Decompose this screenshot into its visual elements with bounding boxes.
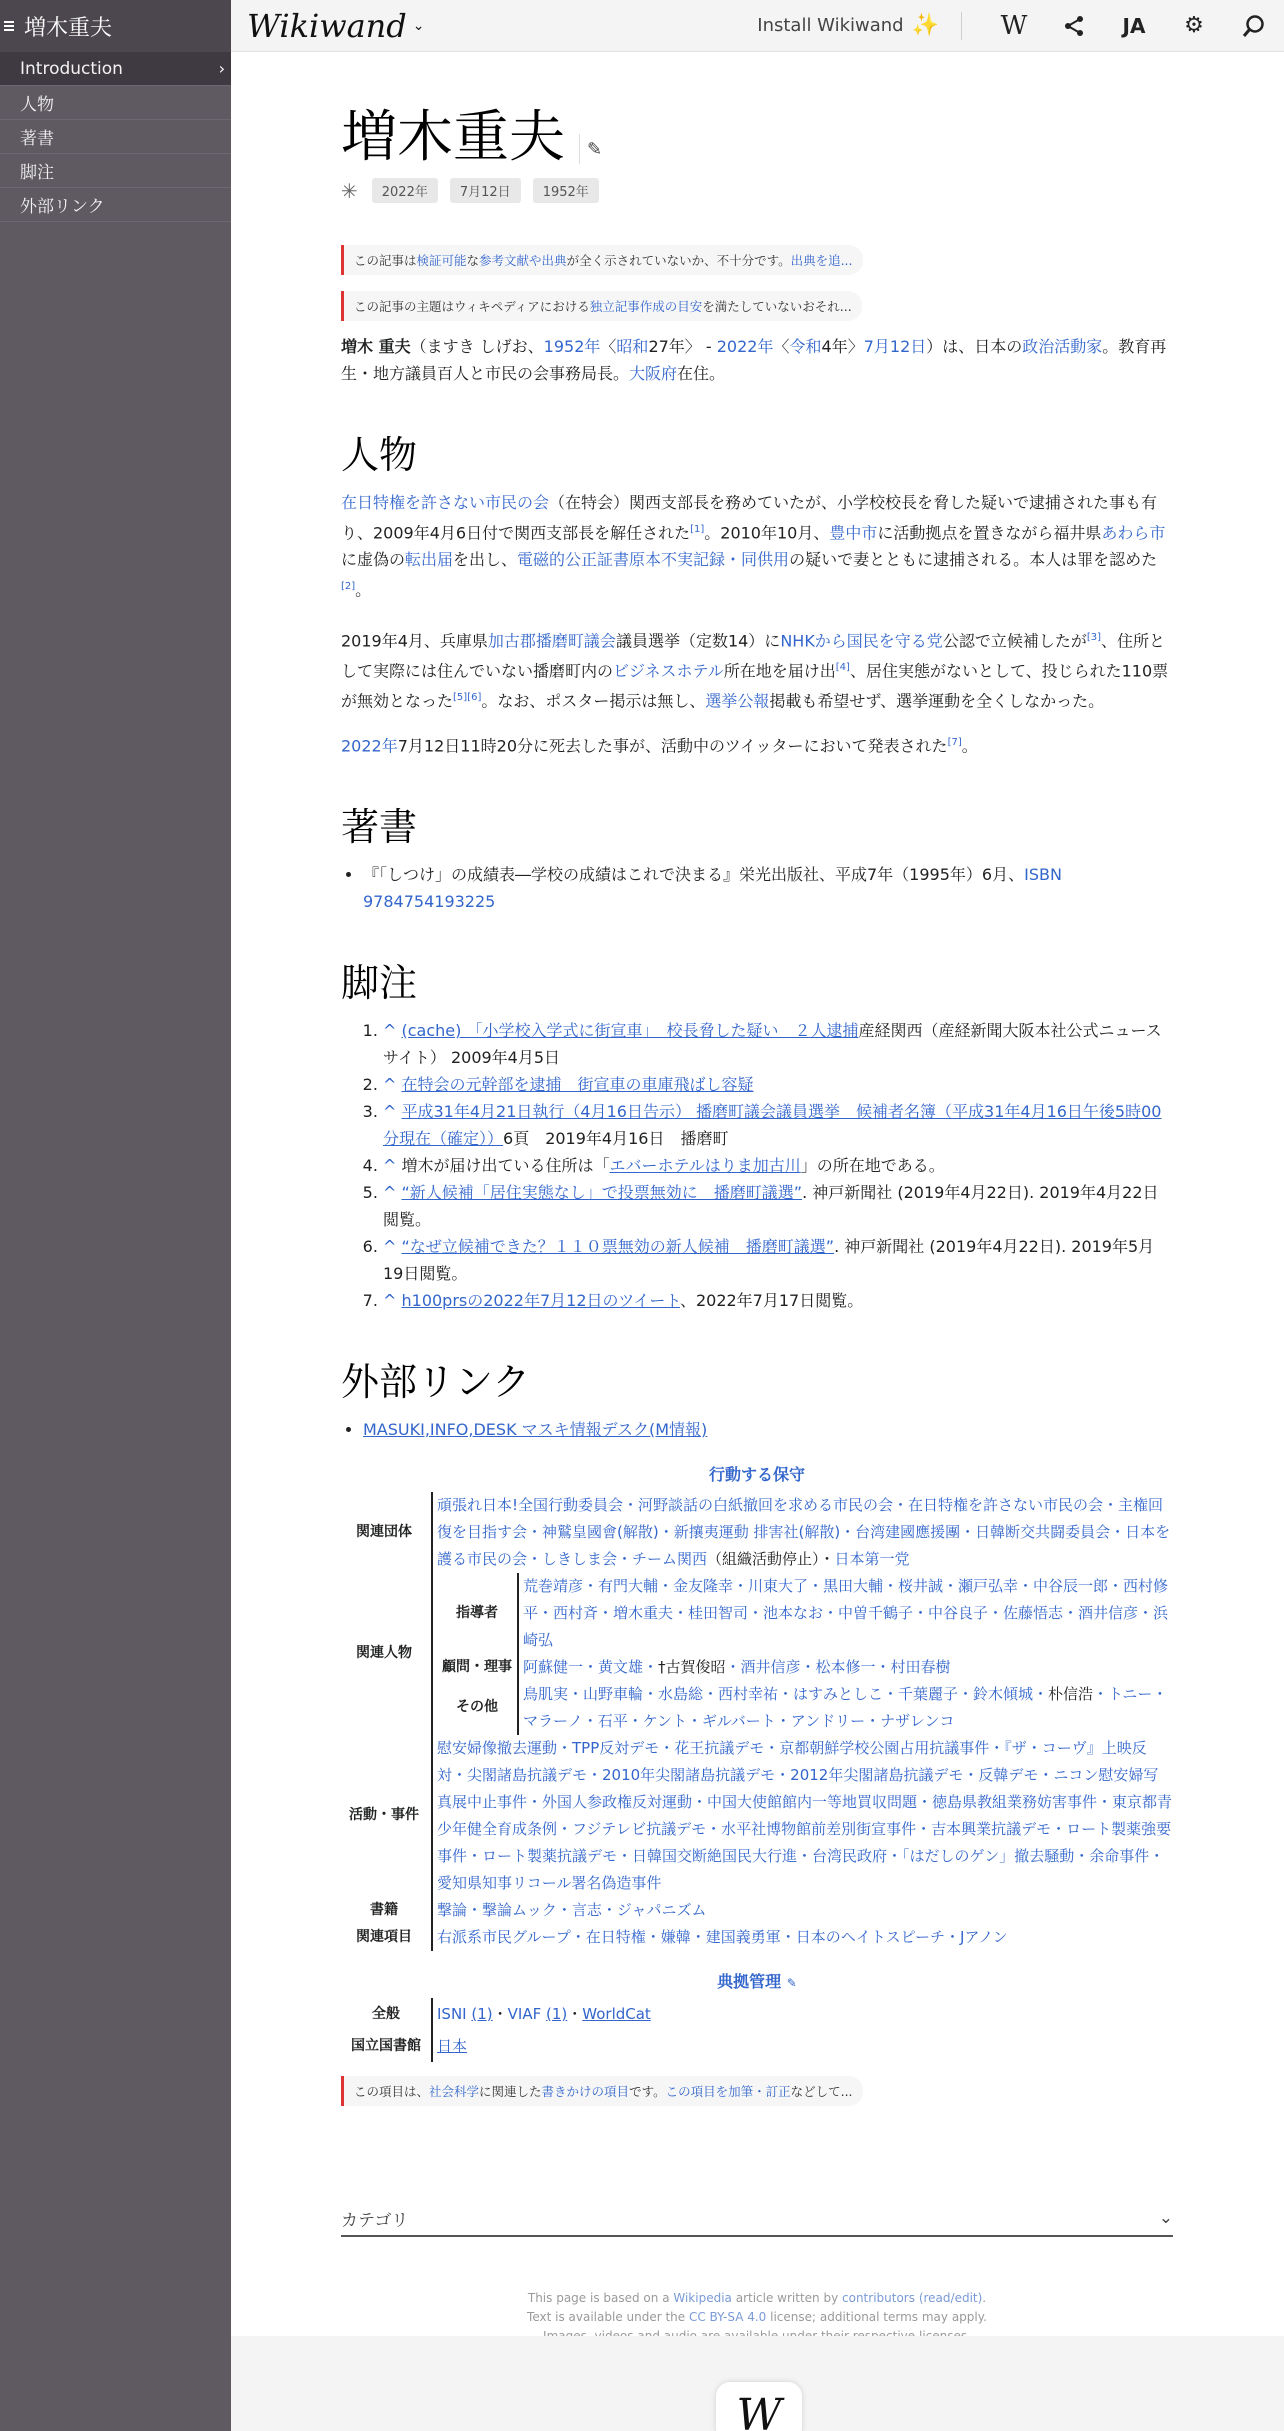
sidebar-item-label: 脚注 (20, 163, 54, 183)
text: license; additional terms may apply. (766, 2309, 987, 2324)
notice-text: を満たしていないおそれ... (702, 299, 852, 314)
books-list (341, 861, 1173, 915)
text: 。 (355, 580, 372, 600)
backlink[interactable]: ^ (383, 1236, 397, 1256)
link[interactable]: 1952年 (543, 337, 601, 356)
notice-link[interactable]: 参考文献や出典 (479, 253, 567, 268)
wikipedia-link[interactable]: Wikipedia (673, 2290, 732, 2305)
navbox-subrow (437, 1681, 1173, 1735)
text: †古賀俊昭 (658, 1657, 726, 1676)
reference-item (383, 1233, 1173, 1287)
reference-item (383, 1287, 1173, 1314)
sidebar-item-person[interactable] (0, 86, 231, 120)
text: . (982, 2290, 987, 2305)
notice-text: などして... (790, 2083, 853, 2099)
text: の疑いで妻とともに逮捕される。本人は罪を認めた (789, 550, 1158, 570)
authority-row (341, 2030, 1173, 2062)
notice-group (341, 229, 1173, 321)
worldcat-link[interactable]: WorldCat (582, 2004, 651, 2023)
section-heading-books: 著書 (341, 804, 418, 849)
text: This page is based on a (527, 2290, 674, 2305)
subject-name: 増木 重夫 (341, 337, 411, 356)
navbox-row (341, 1924, 1173, 1951)
isni-link[interactable]: ISNI (437, 2004, 467, 2023)
link[interactable]: 加古郡 (487, 630, 536, 650)
authority-values (433, 2030, 467, 2062)
isni-number-link[interactable]: (1) (471, 2004, 493, 2023)
authority-group: 国立国書館 (341, 2030, 433, 2062)
date-chip[interactable]: 1952年 (533, 178, 599, 203)
reference-link[interactable]: “なぜ立候補できた？１１０票無効の新人候補 播磨町議選” (401, 1236, 835, 1256)
language-button[interactable]: JA (1122, 13, 1146, 38)
navbox-links[interactable]: 撃論・撃論ムック・言志・ジャパニズム (437, 1900, 707, 1919)
reference-item (383, 1152, 1173, 1179)
link[interactable]: 大阪府 (629, 364, 678, 383)
authority-control-title[interactable] (341, 1969, 1173, 1992)
pencil-icon[interactable]: ✎ (786, 1975, 797, 1990)
chevron-right-icon: › (218, 59, 225, 78)
navbox-link[interactable]: 日本第一党 (834, 1549, 910, 1568)
text: 。なお、ポスター掲示は無し、 (481, 691, 706, 711)
text: 〈 (600, 337, 617, 356)
license-link[interactable]: CC BY-SA 4.0 (688, 2309, 767, 2324)
navbox-links[interactable]: 荒巻靖彦・有門大輔・金友隆幸・川東大了・黒田大輔・桜井誠・瀬戸弘幸・中谷辰一郎・西村修平・西村斉・増木重夫・桂田智司・池本なお・中曽千鶴子・中谷良子・佐藤悟志・酒井信彦・浜崎弘 (523, 1576, 1169, 1649)
text: 産経関西（産経新聞大阪本社公式ニュースサイト） 2009年4月5日 (383, 1020, 1162, 1067)
navbox-subgroup: 指導者 (437, 1573, 519, 1654)
notice-sources[interactable] (341, 245, 863, 275)
text: Text is available under the (527, 2309, 689, 2324)
citation-link[interactable]: [7] (947, 736, 962, 748)
reference-link[interactable]: 平成31年4月21日執行（4月16日告示） 播磨町議会議員選挙 候補者名簿（平成31年4月16日午後5時00分現在（確定）） (383, 1101, 1162, 1148)
section-heading-external-links: 外部リンク (341, 1359, 531, 1404)
link[interactable]: 令和 (789, 337, 822, 356)
date-chip[interactable]: 2022年 (372, 178, 438, 203)
isbn-link[interactable]: ISBN 9784754193225 (363, 864, 1062, 911)
link[interactable]: 7月12日 (863, 337, 927, 356)
navbox-title[interactable]: 行動する保守 (708, 1464, 805, 1484)
authority-values (433, 1998, 651, 2030)
authority-group: 全般 (341, 1998, 433, 2030)
sidebar-item-notes[interactable] (0, 154, 231, 188)
text: 、住所として実際には住んでいない播磨町内の (341, 630, 1166, 681)
navbox-links[interactable]: 鳥肌実・山野車輪・水島総・西村幸祐・はすみとしこ・千葉麗子・鈴木傾城・ (523, 1684, 1049, 1703)
sidebar-item-label: 外部リンク (20, 197, 105, 217)
share-icon[interactable] (1054, 6, 1094, 46)
navbox-list (519, 1681, 1173, 1735)
notice-link[interactable]: 社会科学 (429, 2083, 480, 2099)
notice-text: この記事の主題はウィキペディアにおける (354, 299, 590, 314)
chevron-down-icon: ⌄ (1158, 2208, 1173, 2229)
paragraph (341, 624, 1173, 715)
backlink[interactable]: ^ (383, 1290, 397, 1310)
text: 。教育再生・地方議員百人と市民の会事務局長。 (341, 337, 1167, 383)
link[interactable]: 転出届 (405, 550, 454, 570)
navbox-group: 活動・事件 (341, 1735, 433, 1897)
notice-text: に関連した (479, 2083, 542, 2099)
text: （組織活動停止）・ (707, 1549, 835, 1568)
notice-link[interactable]: 検証可能 (416, 253, 467, 268)
text: . 神戸新聞社 (2019年4月22日). 2019年5月19日閲覧。 (383, 1236, 1155, 1283)
notice-text: この記事は (354, 253, 417, 268)
navbox-group: 関連項目 (341, 1924, 433, 1951)
citation-link[interactable]: [1] (690, 524, 705, 535)
sidebar-item-books[interactable] (0, 120, 231, 154)
navbox-links[interactable]: 阿蘇健一・黄文雄・ (523, 1657, 659, 1676)
reference-link[interactable]: 在特会の元幹部を逮捕 街宣車の車庫飛ばし容疑 (401, 1074, 754, 1094)
magic-wand-icon: ✨ (911, 13, 939, 38)
list-item (363, 861, 1173, 915)
reference-item (383, 1017, 1173, 1071)
navbox-list (433, 1573, 1173, 1735)
read-edit-link[interactable]: (read/edit) (915, 2290, 983, 2305)
reference-link[interactable]: (cache) 「小学校入学式に街宣車」 校長脅した疑い ２人逮捕 (401, 1020, 859, 1040)
text: 。 (961, 735, 978, 755)
navbox-group: 関連人物 (341, 1573, 433, 1735)
sidebar-item-label: 人物 (20, 95, 54, 115)
reference-link[interactable]: h100prsの2022年7月12日のツイート (401, 1290, 680, 1310)
notice-notability[interactable] (341, 291, 862, 321)
notice-text: が全く示されていないか、不十分です。 (566, 253, 791, 268)
menu-icon[interactable] (4, 19, 18, 33)
notice-text: な (466, 253, 480, 268)
top-bar (231, 0, 1284, 52)
paragraph (341, 489, 1173, 604)
navbox-links[interactable]: ・酒井信彦・松本修一・村田春樹 (725, 1657, 951, 1676)
text: （在特会）関西支部長を務めていたが、小学校校長を脅した疑いで逮捕された事も有り、2009年4月6日付で関西支部長を解任された (341, 493, 1158, 543)
navbox-subgroup: 顧問・理事 (437, 1654, 519, 1681)
navbox-list (519, 1654, 1173, 1681)
notice-text: です。 (629, 2083, 666, 2099)
text: . 神戸新聞社 (2019年4月22日). 2019年4月22日閲覧。 (383, 1182, 1159, 1229)
link[interactable]: あわら市 (1101, 523, 1166, 543)
wikipedia-icon[interactable]: W (1000, 10, 1028, 41)
chevron-down-icon[interactable]: ⌄ (412, 17, 425, 34)
separator: ・ (492, 2004, 508, 2023)
text: 27年〉 - (648, 337, 717, 356)
contributors-link[interactable]: contributors (842, 2290, 915, 2305)
navbox-group: 関連団体 (341, 1492, 433, 1573)
molecule-icon: ✳ (341, 178, 358, 203)
viaf-number-link[interactable]: (1) (546, 2004, 568, 2023)
authority-title-text: 典拠管理 (717, 1971, 782, 1991)
text: 増木が届け出ている住所は「 (401, 1155, 610, 1175)
link[interactable]: 選挙公報 (705, 691, 770, 711)
citation-link[interactable]: [3] (1086, 631, 1101, 643)
backlink[interactable]: ^ (383, 1074, 397, 1094)
link[interactable]: 2022年 (341, 735, 398, 755)
references-list (341, 1017, 1173, 1314)
section-heading-person: 人物 (341, 433, 418, 477)
navbox-group: 書籍 (341, 1897, 433, 1924)
link[interactable]: 2022年 (716, 337, 774, 356)
link[interactable]: 政治活動家 (1022, 337, 1103, 356)
navbox-links[interactable]: ・トニー・マラーノ・石平・ケント・ギルバート・アンドリー・ナザレンコ (523, 1684, 1168, 1730)
link[interactable]: ビジネスホテル (613, 661, 724, 681)
link[interactable]: 電磁的公正証書原本不実記録・同供用 (517, 550, 790, 570)
text: （ますき しげお、 (410, 337, 544, 356)
section-heading-notes: 脚注 (341, 960, 418, 1005)
notice-link[interactable]: 書きかけの項目 (541, 2083, 630, 2099)
separator: ・ (567, 2004, 583, 2023)
notice-link[interactable]: 独立記事作成の目安 (589, 299, 703, 314)
text: 『「しつけ」の成績表―学校の成績はこれで決まる』栄光出版社、平成7年（1995年）6月、 (363, 864, 1025, 884)
authority-row (341, 1998, 1173, 2030)
categories-toggle[interactable] (341, 2206, 1173, 2237)
text: 掲載も希望せず、選挙運動を全くしなかった。 (769, 691, 1105, 711)
sidebar-header (0, 0, 231, 52)
external-link[interactable]: MASUKI,INFO,DESK マスキ情報デスク(M情報) (363, 1419, 708, 1439)
text: 〈 (773, 337, 790, 356)
text: 4年〉 (821, 337, 864, 356)
wikiwand-w-logo[interactable]: W (716, 2382, 802, 2431)
navbox-links[interactable]: 頑張れ日本!全国行動委員会・河野談話の白紙撤回を求める市民の会・在日特権を許さない市民の会・主権回復を目指す会・神鷲皇國會(解散)・新攘夷運動 排害社(解散)・台湾建國應援團・日韓断交共闘委員会・日本を護る市民の会・しきしま会・チーム関西 (437, 1495, 1171, 1568)
backlink[interactable]: ^ (383, 1155, 397, 1175)
text: 7月12日11時20分に死去した事が、活動中のツイッターにおいて発表された (397, 735, 948, 755)
text: を出し、 (453, 550, 518, 570)
stub-notice[interactable] (341, 2076, 863, 2106)
reference-item (383, 1098, 1173, 1152)
sidebar-item-introduction[interactable] (0, 52, 231, 86)
navbox-subrow (437, 1654, 1173, 1681)
text: 朴信浩 (1048, 1684, 1094, 1703)
notice-link[interactable]: 出典を追... (790, 253, 853, 268)
gear-icon[interactable]: ⚙ (1184, 13, 1204, 38)
link[interactable]: 播磨町議会 (535, 630, 616, 650)
text: 在住。 (677, 364, 726, 383)
navbox-links[interactable]: 慰安婦像撤去運動・TPP反対デモ・花王抗議デモ・京都朝鮮学校公園占用抗議事件・『ザ・コーヴ』上映反対・尖閣諸島抗議デモ・2010年尖閣諸島抗議デモ・2012年尖閣諸島抗議デモ・反韓デモ・ニコン慰安婦写真展中止事件・外国人参政権反対運動・中国大使館館内一等地買収問題・徳島県教組業務妨害事件・東京都青少年健全育成条例・フジテレビ抗議デモ・水平社博物館前差別街宣事件・吉本興業抗議デモ・ロート製薬強要事件・ロート製薬抗議デモ・日韓国交断絶国民大行進・台湾民政府・「はだしのゲン」撤去騒動・余命事件・愛知県知事リコール署名偽造事件 (437, 1738, 1173, 1892)
install-label: Install Wikiwand (757, 15, 904, 36)
text: に虚偽の (341, 550, 406, 570)
reference-link[interactable]: エバーホテルはりま加古川 (609, 1155, 801, 1175)
sidebar (0, 0, 231, 2431)
text: ）は、日本の (926, 337, 1023, 356)
paragraph (341, 729, 1173, 759)
text: article written by (731, 2290, 843, 2305)
navbox-subgroup: その他 (437, 1681, 519, 1735)
wikiwand-logo[interactable] (247, 7, 424, 45)
search-icon[interactable] (1234, 6, 1274, 46)
text: 議員選挙（定数14）に (615, 630, 781, 650)
text: 、居住実態がないとして、投じられた110票が無効となった (341, 661, 1169, 711)
reference-item (383, 1179, 1173, 1233)
text: 。2010年10月、 (704, 523, 830, 543)
text: 公認で立候補したが (942, 630, 1087, 650)
notice-link[interactable]: この項目を加筆・訂正 (665, 2083, 791, 2099)
sidebar-item-label: Introduction (20, 58, 123, 79)
article-content (341, 52, 1173, 2346)
categories-label: カテゴリ (341, 2210, 409, 2231)
install-wikiwand-button[interactable] (757, 13, 939, 38)
navbox-row (341, 1735, 1173, 1897)
backlink[interactable]: ^ (383, 1182, 397, 1202)
citation-link[interactable]: [5][6] (453, 692, 482, 704)
navbox (341, 1461, 1173, 1951)
title-row (341, 106, 1173, 170)
citation-link[interactable]: [2] (341, 581, 356, 593)
logo-text: Wikiwand (247, 6, 407, 45)
reference-link[interactable]: “新人候補「居住実態なし」で投票無効に 播磨町議選” (401, 1182, 803, 1202)
text: 6頁 2019年4月16日 播磨町 (503, 1128, 729, 1148)
date-chip[interactable]: 7月12日 (450, 178, 521, 203)
page-title: 増木重夫 (341, 105, 565, 170)
navbox-links[interactable]: 右派系市民グループ・在日特権・嫌韓・建国義勇軍・日本のヘイトスピーチ・Jアノン (437, 1927, 1008, 1946)
sidebar-item-external-links[interactable] (0, 188, 231, 222)
list-item (363, 1416, 1173, 1443)
backlink[interactable]: ^ (383, 1020, 397, 1040)
viaf-link[interactable]: VIAF (507, 2004, 542, 2023)
text: 所在地を届け出 (723, 661, 836, 681)
backlink[interactable]: ^ (383, 1101, 397, 1121)
reference-item (383, 1071, 1173, 1098)
navbox-row (341, 1897, 1173, 1924)
text: に活動拠点を置きながら福井県 (877, 523, 1102, 543)
navbox-row (341, 1573, 1173, 1735)
lead-paragraph (341, 333, 1173, 387)
link[interactable]: 在日特権を許さない市民の会 (341, 493, 550, 512)
external-links-list (341, 1416, 1173, 1443)
sidebar-title: 増木重夫 (24, 15, 113, 41)
citation-link[interactable]: [4] (835, 661, 850, 673)
sidebar-item-label: 著書 (20, 129, 54, 149)
text: 、2022年7月17日閲覧。 (679, 1290, 864, 1310)
pencil-icon[interactable]: ✎ (579, 134, 609, 164)
navbox-row (341, 1492, 1173, 1573)
text: 2019年4月、兵庫県 (341, 630, 488, 650)
link[interactable]: 豊中市 (829, 523, 878, 543)
notice-text: この項目は、 (354, 2083, 430, 2099)
link[interactable]: 昭和 (616, 337, 649, 356)
navbox-list (433, 1492, 1173, 1573)
bottom-panel (231, 2336, 1284, 2431)
toolbar-divider (961, 12, 962, 40)
meta-row (341, 178, 1173, 203)
navbox-subrow (437, 1573, 1173, 1654)
ndl-link[interactable]: 日本 (437, 2036, 468, 2055)
text: 」の所在地である。 (800, 1155, 945, 1175)
link[interactable]: NHKから国民を守る党 (780, 630, 943, 650)
